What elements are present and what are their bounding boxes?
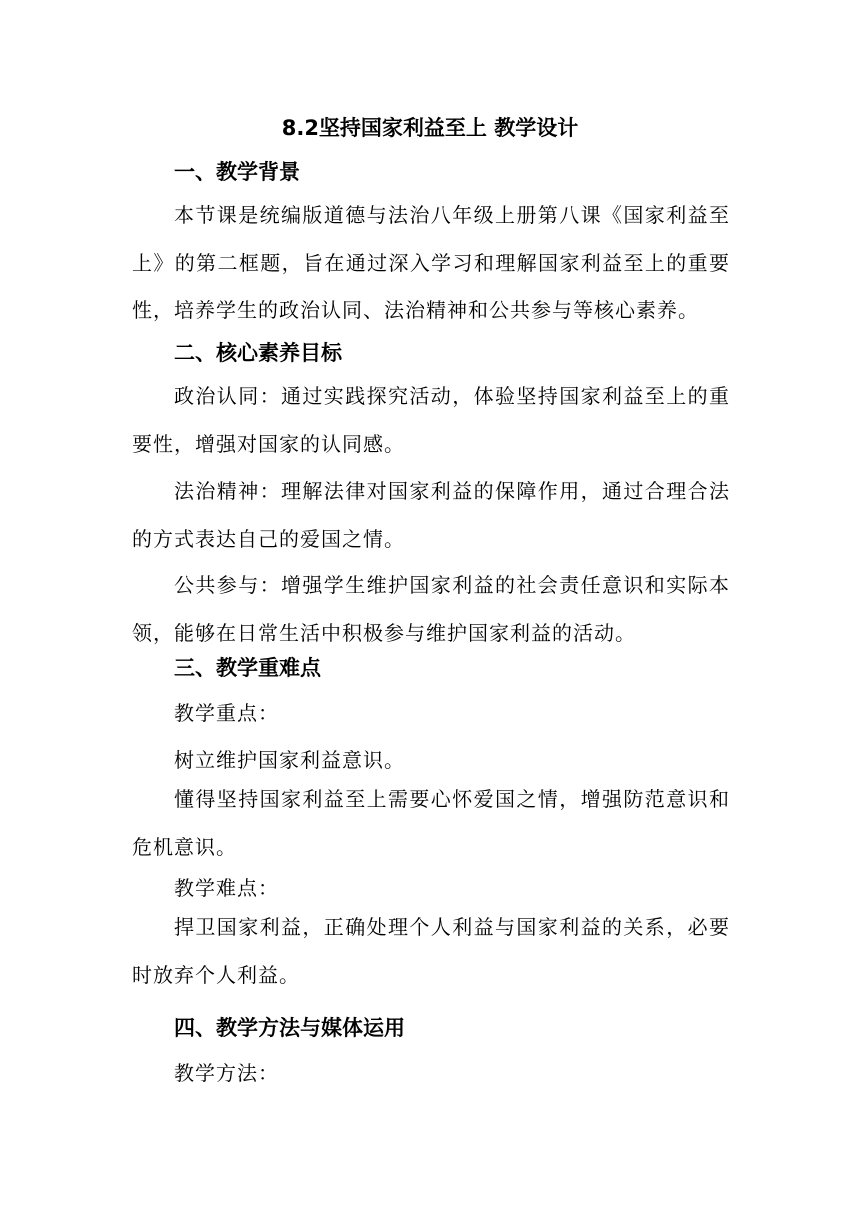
section-heading-background: 一、教学背景: [174, 160, 300, 184]
page-title: 8.2坚持国家利益至上 教学设计: [281, 116, 579, 140]
paragraph-rule-of-law: 法治精神：理解法律对国家利益的保障作用，通过合理合法的方式表达自己的爱国之情。: [132, 479, 730, 551]
paragraph-difficulty-item-1: 捍卫国家利益，正确处理个人利益与国家利益的关系，必要时放弃个人利益。: [132, 915, 730, 987]
section-heading-key-difficult: 三、教学重难点: [174, 656, 321, 680]
paragraph-focus-item-1: 树立维护国家利益意识。: [174, 748, 405, 772]
label-teaching-focus: 教学重点：: [174, 701, 279, 725]
section-heading-methods-media: 四、教学方法与媒体运用: [174, 1016, 405, 1040]
section-heading-core-goals: 二、核心素养目标: [174, 341, 342, 365]
paragraph-background: 本节课是统编版道德与法治八年级上册第八课《国家利益至上》的第二框题，旨在通过深入学习和理解国家利益至上的重要性，培养学生的政治认同、法治精神和公共参与等核心素养。: [132, 203, 730, 322]
paragraph-public-participation: 公共参与：增强学生维护国家利益的社会责任意识和实际本领，能够在日常生活中积极参与维护国家利益的活动。: [132, 573, 730, 645]
paragraph-focus-item-2: 懂得坚持国家利益至上需要心怀爱国之情，增强防范意识和危机意识。: [132, 787, 730, 859]
label-teaching-difficulty: 教学难点：: [174, 876, 279, 900]
paragraph-political-identity: 政治认同：通过实践探究活动，体验坚持国家利益至上的重要性，增强对国家的认同感。: [132, 384, 730, 456]
label-teaching-methods: 教学方法：: [174, 1061, 279, 1085]
